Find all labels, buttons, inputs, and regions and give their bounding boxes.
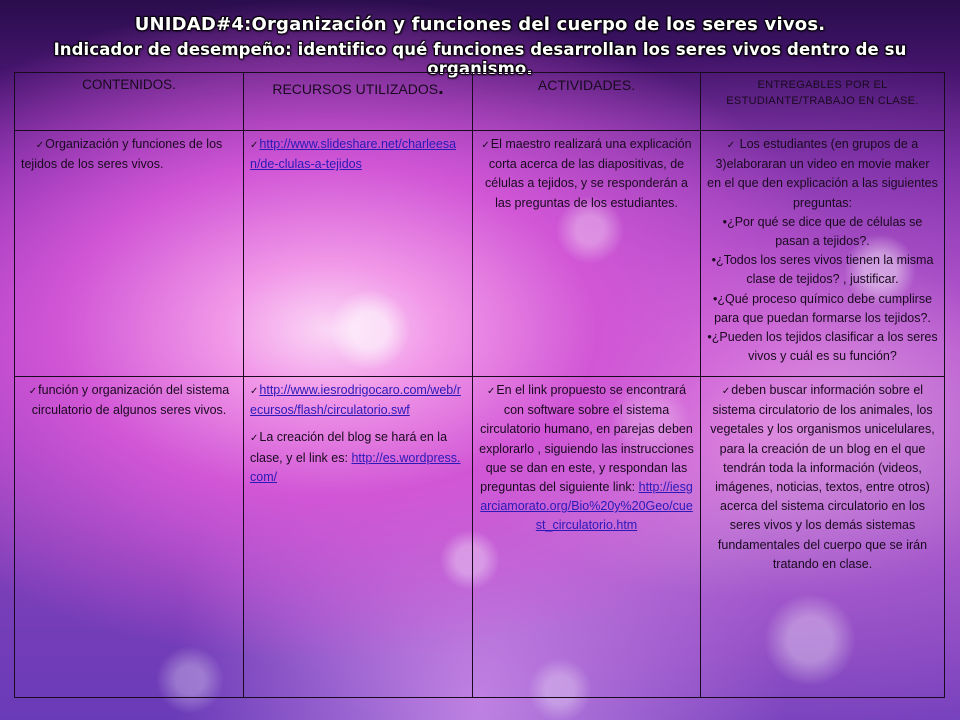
spacer xyxy=(250,420,466,428)
header-entregables-line1: ENTREGABLES POR EL xyxy=(757,79,888,91)
row2-recurso-item xyxy=(250,381,466,420)
table-row xyxy=(15,377,945,698)
header-recursos-dot: . xyxy=(438,77,444,99)
list-item xyxy=(707,213,938,251)
list-item xyxy=(707,290,938,328)
row2-blog-item xyxy=(250,428,466,487)
question-4: ¿Pueden los tejidos clasificar a los seres vivos y cuál es su función? xyxy=(711,330,938,364)
list-item xyxy=(707,251,938,289)
header-entregables-line2: ESTUDIANTE/TRABAJO EN CLASE. xyxy=(726,95,919,107)
unit-title: UNIDAD#4:Organización y funciones del cuerpo de los seres vivos. xyxy=(134,14,826,35)
table-header-row xyxy=(15,73,945,131)
planning-table xyxy=(14,72,945,698)
row1-entregables xyxy=(701,131,945,377)
slideshare-link[interactable]: http://www.slideshare.net/charleesan/de-clulas-a-tejidos xyxy=(250,137,457,172)
checkmark-icon: ✓ xyxy=(250,140,259,151)
header-contenidos: CONTENIDOS. xyxy=(15,73,244,131)
row1-contenido-text: Organización y funciones de los tejidos de los seres vivos. xyxy=(21,137,223,172)
bullet-icon: • xyxy=(722,214,728,229)
row1-recursos xyxy=(244,131,473,377)
row1-actividad xyxy=(473,131,701,377)
checkmark-icon: ✓ xyxy=(35,140,45,151)
row2-entregables xyxy=(701,377,945,698)
question-1: ¿Por qué se dice que de células se pasan a tejidos?. xyxy=(727,214,923,249)
bullet-icon: • xyxy=(712,291,718,306)
row1-entregable-intro xyxy=(707,137,938,210)
checkmark-icon: ✓ xyxy=(481,140,490,151)
row2-actividad xyxy=(473,377,701,698)
checkmark-icon: ✓ xyxy=(28,386,38,397)
checkmark-icon: ✓ xyxy=(721,386,731,397)
checkmark-icon: ✓ xyxy=(486,386,496,397)
row1-contenido xyxy=(15,131,244,377)
bullet-icon: • xyxy=(711,253,716,268)
row2-blog-text: La creación del blog se hará en la clase, y el link es: xyxy=(250,430,448,465)
row1-entregable-intro-text: Los estudiantes (en grupos de a 3)elaboraran un video en movie maker en el que den explicación a las siguientes preguntas: xyxy=(707,137,938,210)
performance-indicator: Indicador de desempeño: identifico qué funciones desarrollan los seres vivos dentro de su organismo. xyxy=(53,40,907,78)
slide-title xyxy=(0,0,960,78)
row2-actividad-text: En el link propuesto se encontrará con software sobre el sistema circulatorio humano, en parejas deben explorarlo , siguiendo las instrucciones que se dan en este, y respondan las preguntas del siguiente link: xyxy=(479,383,694,495)
circulatorio-swf-link[interactable]: http://www.iesrodrigocaro.com/web/recursos/flash/circulatorio.swf xyxy=(250,383,461,418)
header-actividades: ACTIVIDADES. xyxy=(473,73,701,131)
checkmark-icon: ✓ xyxy=(250,433,259,445)
row1-actividad-text: El maestro realizará una explicación corta acerca de las diapositivas, de células a tejidos, y se responderán a las preguntas de los estudiantes. xyxy=(485,137,692,210)
cuestionario-link[interactable]: http://iesgarciamorato.org/Bio%20y%20Geo/cuest_circulatorio.htm xyxy=(480,480,693,533)
wordpress-link[interactable]: http://es.wordpress.com/ xyxy=(250,450,461,484)
question-2: ¿Todos los seres vivos tienen la misma clase de tejidos? , justificar. xyxy=(715,253,934,287)
question-3: ¿Qué proceso químico debe cumplirse para que puedan formarse los tejidos?. xyxy=(714,291,933,325)
row2-contenido xyxy=(15,377,244,698)
header-entregables xyxy=(701,73,945,131)
checkmark-icon: ✓ xyxy=(250,386,259,397)
checkmark-icon: ✓ xyxy=(726,140,736,151)
list-item xyxy=(707,328,938,366)
row2-contenido-text: función y organización del sistema circulatorio de algunos seres vivos. xyxy=(31,383,230,418)
bullet-icon: • xyxy=(707,330,712,345)
header-recursos-label: RECURSOS UTILIZADOS xyxy=(272,81,439,97)
table-row xyxy=(15,131,945,377)
row2-recursos xyxy=(244,377,473,698)
row2-entregable-text: deben buscar información sobre el sistema circulatorio de los animales, los vegetales y los organismos unicelulares, para la creación de un blog en el que tendrán toda la información (videos, imágenes, noticias, textos, entre otros) acerca del sistema circulatorio en los seres vivos y los demás sistemas fundamentales del cuerpo que se irán tratando en clase. xyxy=(710,383,935,571)
header-recursos xyxy=(244,73,473,131)
